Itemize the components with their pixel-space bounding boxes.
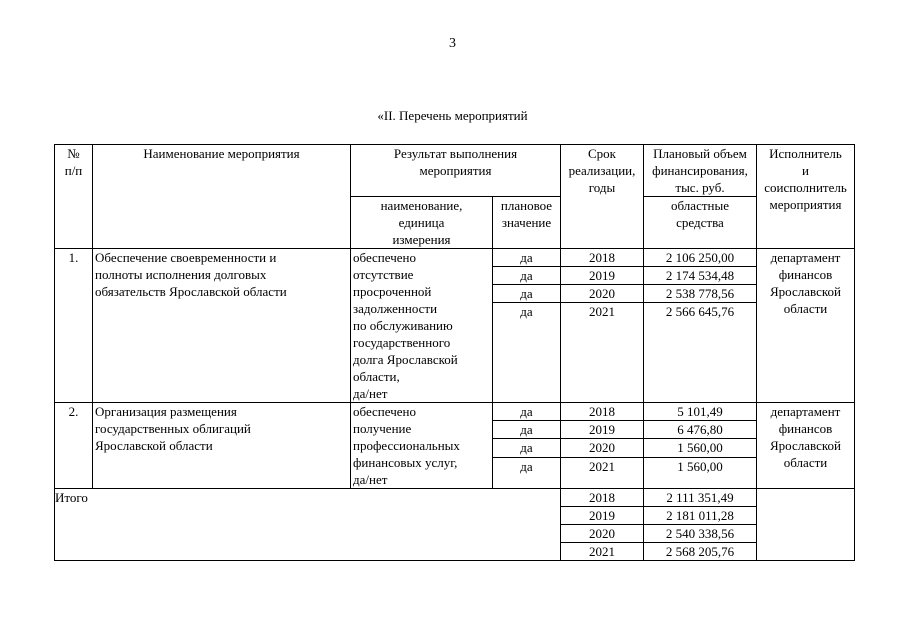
page-number: 3 <box>449 36 456 51</box>
header-row-1 <box>55 145 855 197</box>
row-amount: 5 101,49 <box>644 403 757 421</box>
measures-table-wrap <box>54 144 855 561</box>
total-amount: 2 181 011,28 <box>644 507 757 525</box>
row-plan: да <box>493 457 561 488</box>
row-num: 2. <box>55 403 93 489</box>
header-result-plan: плановое значение <box>493 197 561 249</box>
row-plan: да <box>493 267 561 285</box>
row-year: 2019 <box>561 421 644 439</box>
row-name: Обеспечение своевременности и полноты исполнения долговых обязательств Ярославской области <box>93 249 351 403</box>
row-amount: 2 106 250,00 <box>644 249 757 267</box>
header-funding: Плановый объем финансирования, тыс. руб. <box>644 145 757 197</box>
header-name: Наименование мероприятия <box>93 145 351 249</box>
row-result-name: обеспечено получение профессиональных финансовых услуг, да/нет <box>351 403 493 489</box>
header-funding-sub: областные средства <box>644 197 757 249</box>
row-plan: да <box>493 421 561 439</box>
total-row <box>55 489 855 507</box>
total-label: Итого <box>55 489 561 561</box>
row-year: 2018 <box>561 249 644 267</box>
row-year: 2020 <box>561 285 644 303</box>
row-plan: да <box>493 303 561 403</box>
section-heading: «II. Перечень мероприятий <box>377 108 528 123</box>
header-term: Срок реализации, годы <box>561 145 644 249</box>
row-amount: 1 560,00 <box>644 439 757 457</box>
row-year: 2019 <box>561 267 644 285</box>
total-year: 2020 <box>561 525 644 543</box>
total-amount: 2 540 338,56 <box>644 525 757 543</box>
row-amount: 2 566 645,76 <box>644 303 757 403</box>
row-executor: департамент финансов Ярославской области <box>757 403 855 489</box>
row-name: Организация размещения государственных облигаций Ярославской области <box>93 403 351 489</box>
header-result-name: наименование, единица измерения <box>351 197 493 249</box>
row-plan: да <box>493 249 561 267</box>
table-row <box>55 403 855 421</box>
row-plan: да <box>493 285 561 303</box>
total-year: 2021 <box>561 543 644 561</box>
row-amount: 6 476,80 <box>644 421 757 439</box>
row-amount: 1 560,00 <box>644 457 757 488</box>
row-num: 1. <box>55 249 93 403</box>
row-amount: 2 538 778,56 <box>644 285 757 303</box>
total-year: 2018 <box>561 489 644 507</box>
header-result: Результат выполнения мероприятия <box>351 145 561 197</box>
total-year: 2019 <box>561 507 644 525</box>
row-amount: 2 174 534,48 <box>644 267 757 285</box>
row-year: 2021 <box>561 303 644 403</box>
row-plan: да <box>493 439 561 457</box>
row-plan: да <box>493 403 561 421</box>
header-executor: Исполнитель и соисполнитель мероприятия <box>757 145 855 249</box>
table-row <box>55 249 855 267</box>
row-year: 2018 <box>561 403 644 421</box>
row-year: 2021 <box>561 457 644 488</box>
measures-table <box>54 144 855 561</box>
row-year: 2020 <box>561 439 644 457</box>
row-result-name: обеспечено отсутствие просроченной задолженности по обслуживанию государственного долга Ярославской области, да/нет <box>351 249 493 403</box>
row-executor: департамент финансов Ярославской области <box>757 249 855 403</box>
total-amount: 2 568 205,76 <box>644 543 757 561</box>
total-executor-empty <box>757 489 855 561</box>
total-amount: 2 111 351,49 <box>644 489 757 507</box>
header-num: № п/п <box>55 145 93 249</box>
